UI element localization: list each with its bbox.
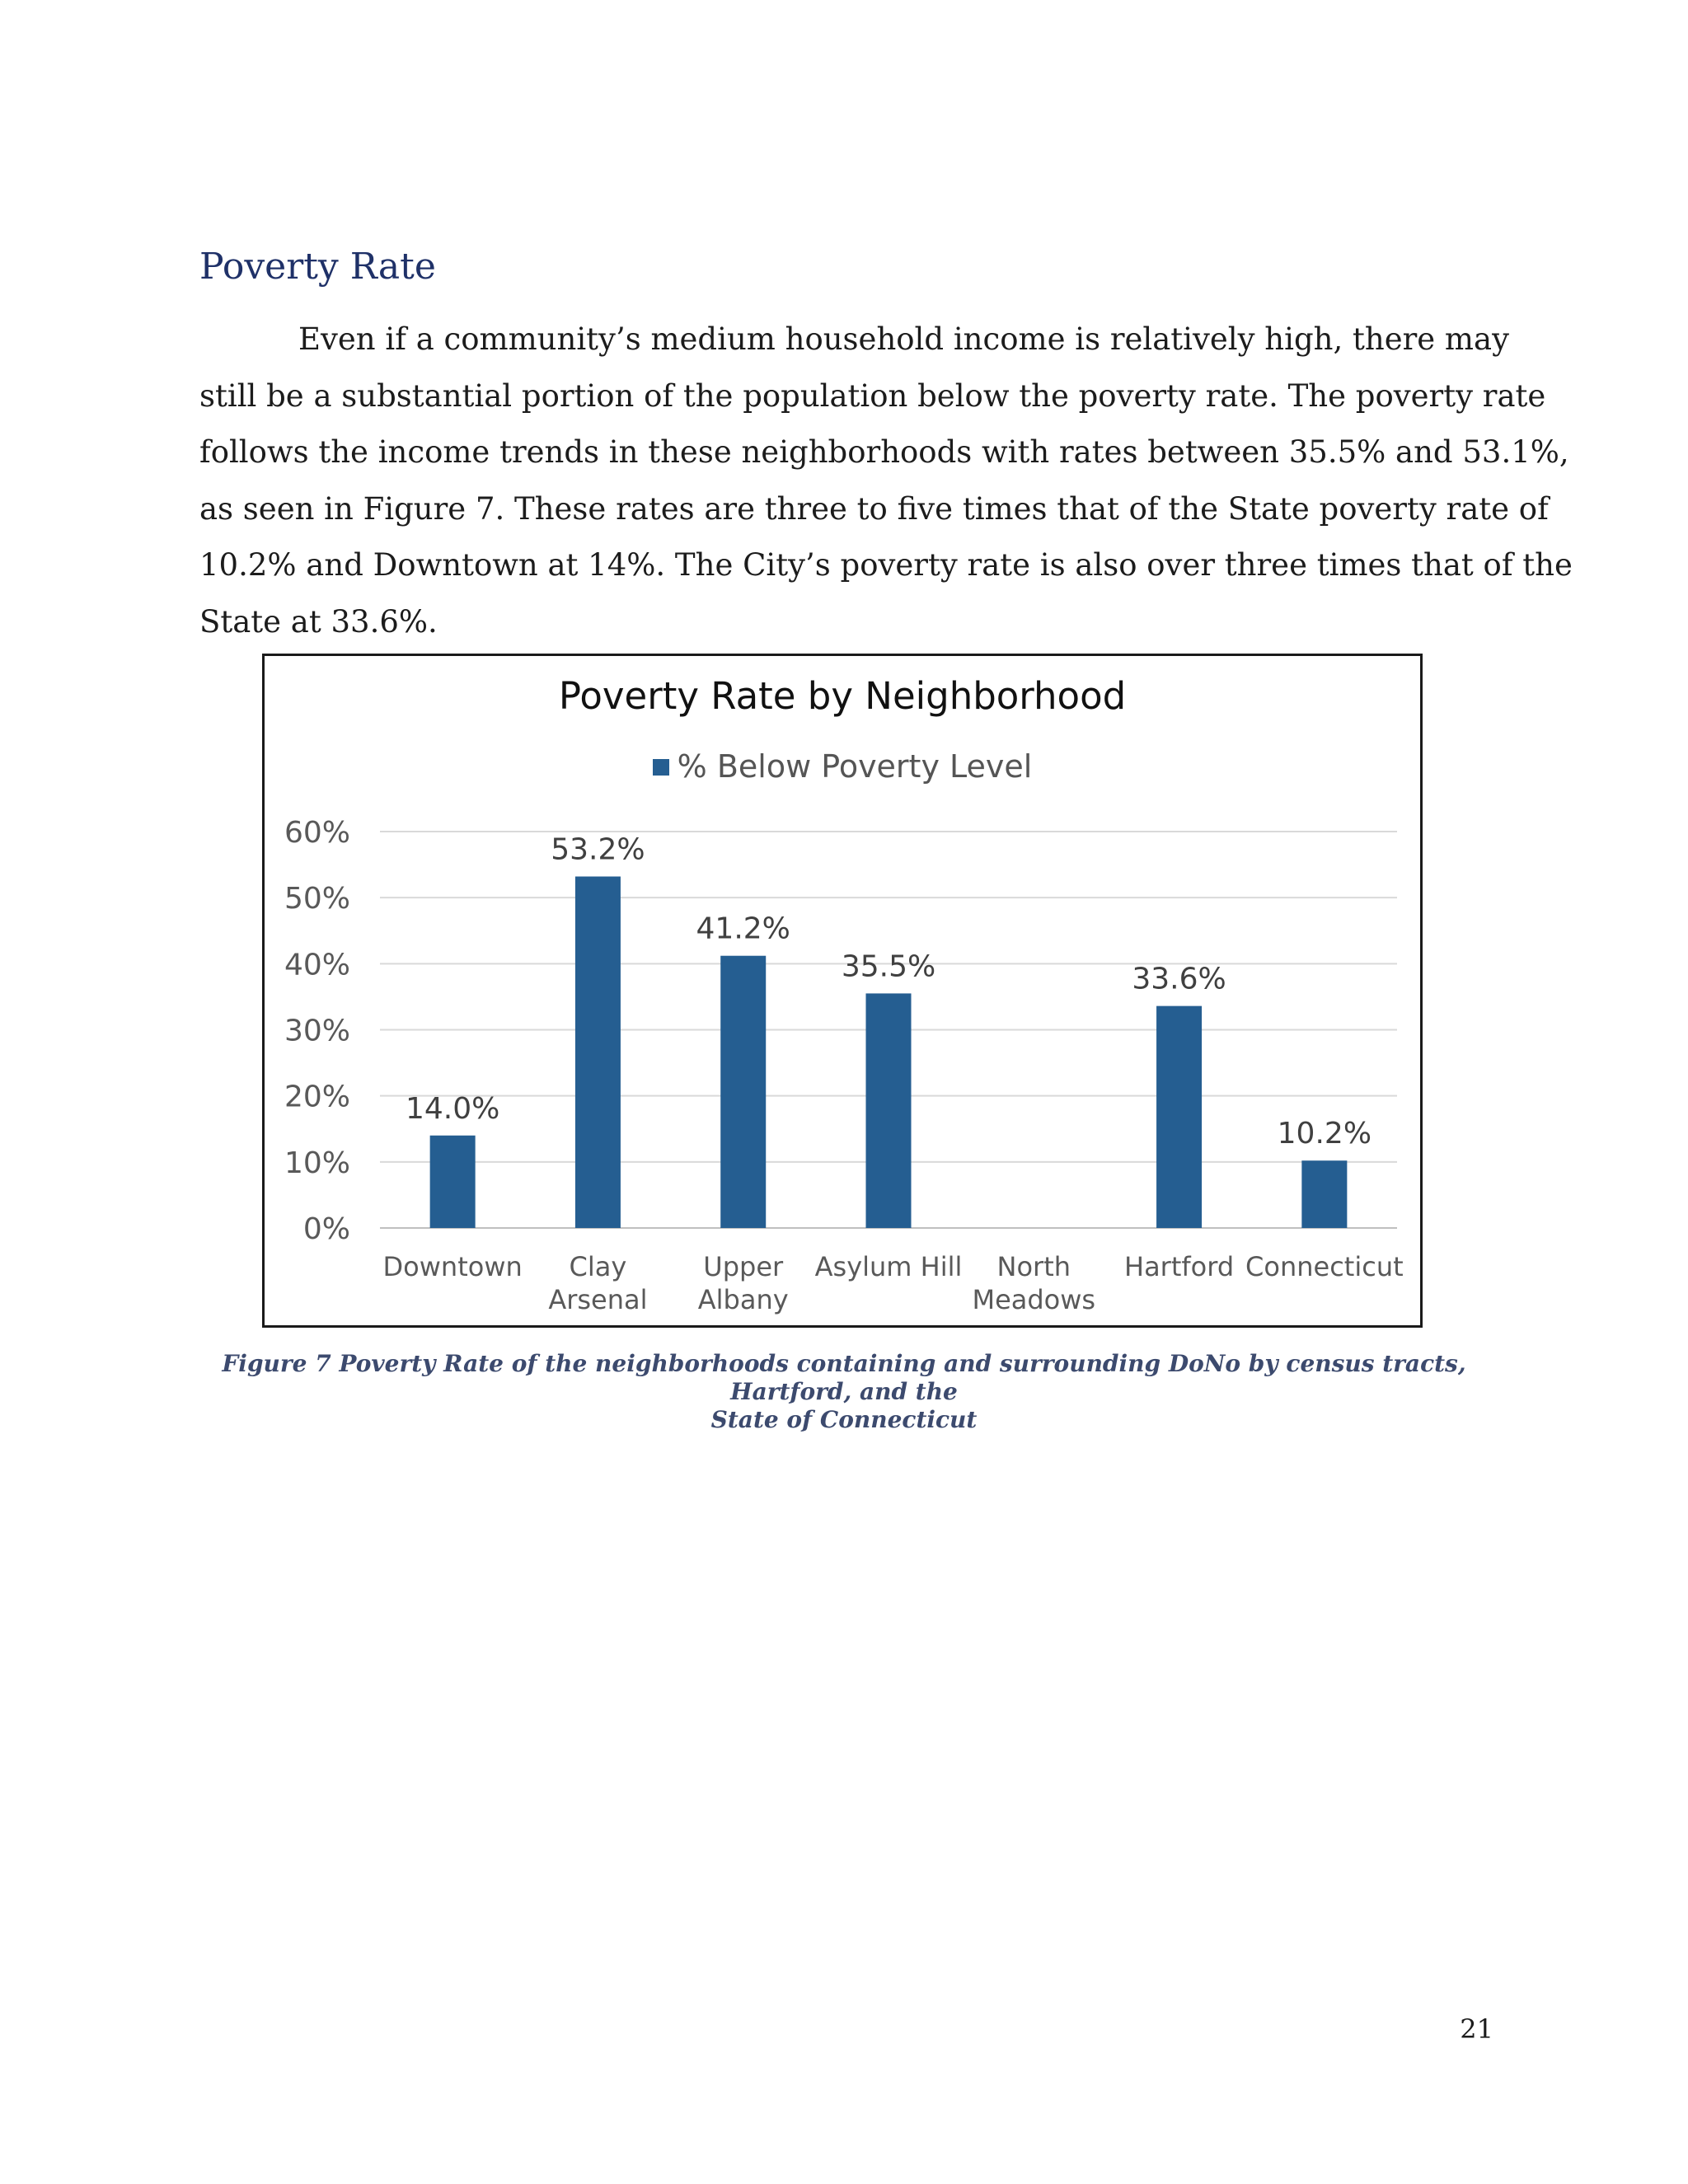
paragraph-line: 10.2% and Downtown at 14%. The City’s poverty rate is also over three times that of the xyxy=(199,547,1573,583)
chart-plot xyxy=(265,656,1420,1325)
paragraph-line: as seen in Figure 7. These rates are three to five times that of the State poverty rate of xyxy=(199,490,1549,527)
data-label: 33.6% xyxy=(1132,962,1226,996)
paragraph-line: Even if a community’s medium household income is relatively high, there may xyxy=(298,321,1509,357)
x-category-label: Albany xyxy=(697,1284,789,1315)
figure-caption xyxy=(199,1350,1489,1434)
bar xyxy=(1301,1160,1347,1228)
x-category-label: Meadows xyxy=(972,1284,1096,1315)
section-heading: Poverty Rate xyxy=(199,246,436,288)
y-tick-label: 40% xyxy=(284,948,350,982)
bar xyxy=(575,877,621,1228)
bar xyxy=(866,993,912,1228)
chart-title: Poverty Rate by Neighborhood xyxy=(558,674,1127,718)
x-category-label: Downtown xyxy=(382,1251,523,1282)
caption-line: Figure 7 Poverty Rate of the neighborhoods containing and surrounding DoNo by census tracts, Hartford, and the xyxy=(222,1350,1466,1405)
caption-line: State of Connecticut xyxy=(710,1406,978,1433)
body-paragraph xyxy=(199,312,1573,650)
bar xyxy=(430,1136,476,1228)
y-tick-label: 10% xyxy=(284,1146,350,1180)
legend-label: % Below Poverty Level xyxy=(677,748,1033,785)
x-category-label: Asylum Hill xyxy=(814,1251,963,1282)
data-label: 41.2% xyxy=(696,912,790,946)
paragraph-line: still be a substantial portion of the population below the poverty rate. The poverty rate xyxy=(199,377,1546,414)
paragraph-line: State at 33.6%. xyxy=(199,603,438,640)
poverty-rate-chart xyxy=(262,654,1423,1328)
page-number: 21 xyxy=(1460,2013,1493,2045)
y-tick-label: 50% xyxy=(284,882,350,916)
y-tick-label: 0% xyxy=(302,1212,350,1246)
y-tick-label: 20% xyxy=(284,1080,350,1114)
y-tick-label: 30% xyxy=(284,1014,350,1048)
paragraph-line: follows the income trends in these neighborhoods with rates between 35.5% and 53.1%, xyxy=(199,434,1569,470)
bar xyxy=(1156,1006,1202,1228)
bar xyxy=(720,956,766,1228)
x-category-label: Clay xyxy=(569,1251,627,1282)
data-label: 35.5% xyxy=(841,949,936,984)
x-category-label: Arsenal xyxy=(548,1284,648,1315)
x-category-label: Upper xyxy=(703,1251,784,1282)
x-category-label: Connecticut xyxy=(1245,1251,1404,1282)
x-category-label: North xyxy=(996,1251,1071,1282)
data-label: 10.2% xyxy=(1277,1117,1372,1151)
data-label: 53.2% xyxy=(551,832,645,867)
x-category-label: Hartford xyxy=(1124,1251,1235,1282)
y-tick-label: 60% xyxy=(284,816,350,850)
data-label: 14.0% xyxy=(405,1091,500,1126)
